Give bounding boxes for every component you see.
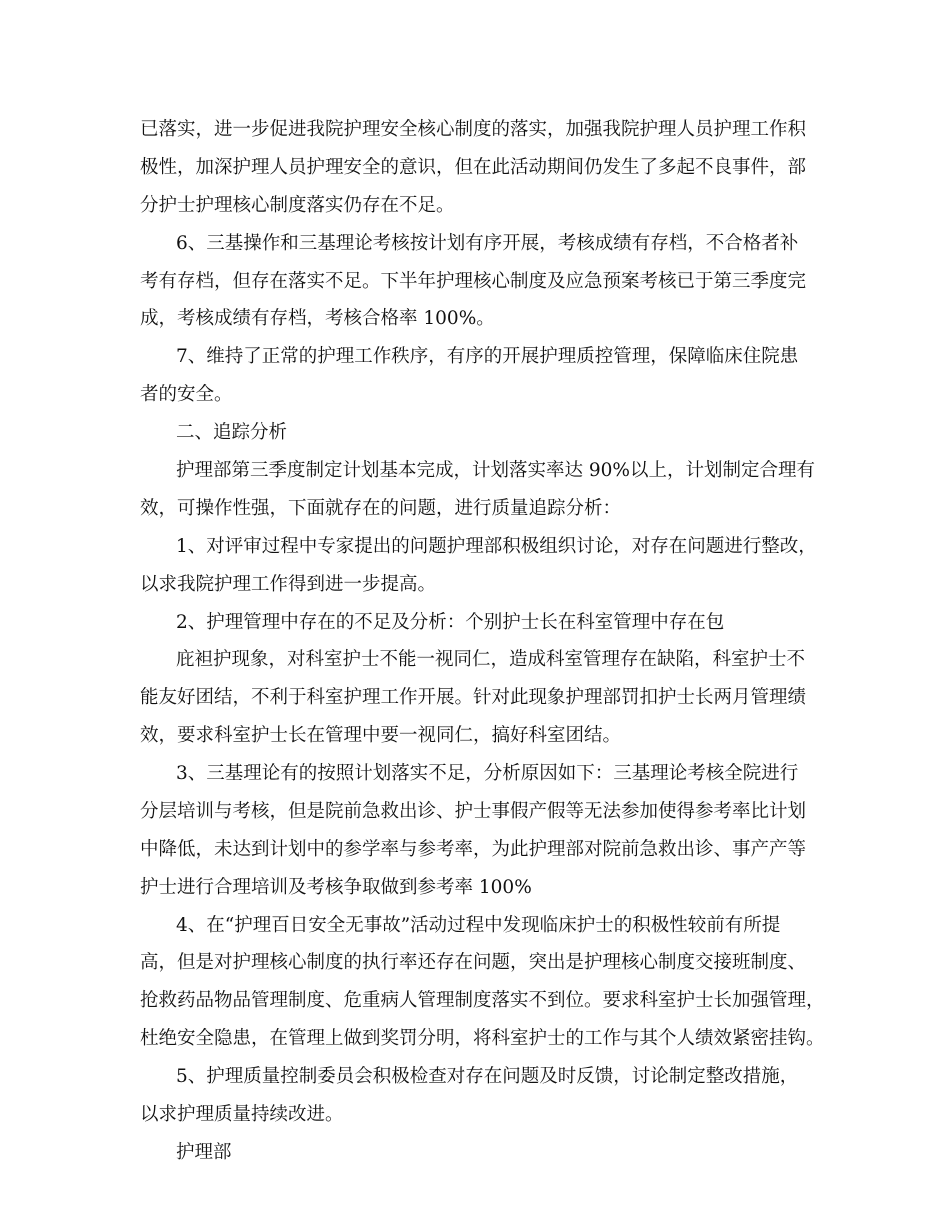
line-text: 5、护理质量控制委员会积极检查对存在问题及时反馈，讨论制定整改措施， <box>176 1066 799 1087</box>
text-line <box>0 755 950 792</box>
line-text: 7、维持了正常的护理工作秩序，有序的开展护理质控管理，保障临床住院患 <box>176 346 799 367</box>
signature-line <box>0 1134 950 1171</box>
line-text: 高，但是对护理核心制度的执行率还存在问题，突出是护理核心制度交接班制度、 <box>140 952 807 973</box>
text-line <box>0 376 950 413</box>
text-line <box>0 1096 950 1133</box>
line-text: 分护士护理核心制度落实仍存在不足。 <box>140 195 455 216</box>
text-line <box>0 679 950 716</box>
line-text: 极性，加深护理人员护理安全的意识，但在此活动期间仍发生了多起不良事件，部 <box>140 157 807 178</box>
line-text: 能友好团结，不利于科室护理工作开展。针对此现象护理部罚扣护士长两月管理绩 <box>140 687 807 708</box>
line-text: 庇袒护现象，对科室护士不能一视同仁，造成科室管理存在缺陷，科室护士不 <box>176 649 806 670</box>
line-text: 3、三基理论有的按照计划落实不足，分析原因如下：三基理论考核全院进行 <box>176 763 799 784</box>
text-line <box>0 490 950 527</box>
text-line <box>0 831 950 868</box>
text-line <box>0 1020 950 1057</box>
text-line <box>0 528 950 565</box>
line-text: 中降低，未达到计划中的参学率与参考率，为此护理部对院前急救出诊、事产产等 <box>140 839 807 860</box>
text-line <box>0 869 950 906</box>
text-line <box>0 225 950 262</box>
line-text: 分层培训与考核，但是院前急救出诊、护士事假产假等无法参加使得参考率比计划 <box>140 801 807 822</box>
line-text: 以求我院护理工作得到进一步提高。 <box>140 574 437 595</box>
text-line <box>0 717 950 754</box>
line-text: 效，可操作性强，下面就存在的问题，进行质量追踪分析： <box>140 498 622 519</box>
text-line <box>0 566 950 603</box>
text-line <box>0 641 950 678</box>
text-line <box>0 452 950 489</box>
signature-text: 护理部 <box>176 1142 232 1163</box>
text-line <box>0 111 950 148</box>
line-text: 考有存档，但存在落实不足。下半年护理核心制度及应急预案考核已于第三季度完 <box>140 271 807 292</box>
text-line <box>0 149 950 186</box>
text-line <box>0 907 950 944</box>
line-text: 以求护理质量持续改进。 <box>140 1104 344 1125</box>
line-text: 抢救药品物品管理制度、危重病人管理制度落实不到位。要求科室护士长加强管理， <box>140 990 825 1011</box>
line-text: 1、对评审过程中专家提出的问题护理部积极组织讨论，对存在问题进行整改， <box>176 536 817 557</box>
text-line <box>0 793 950 830</box>
text-line <box>0 604 950 641</box>
line-text: 成，考核成绩有存档，考核合格率 100%。 <box>140 308 495 329</box>
text-line <box>0 338 950 375</box>
line-text: 已落实，进一步促进我院护理安全核心制度的落实，加强我院护理人员护理工作积 <box>140 119 807 140</box>
line-text: 者的安全。 <box>140 384 233 405</box>
line-text: 2、护理管理中存在的不足及分析：个别护士长在科室管理中存在包 <box>176 612 725 633</box>
text-line <box>0 1058 950 1095</box>
text-line <box>0 263 950 300</box>
heading-text: 二、追踪分析 <box>176 422 288 443</box>
line-text: 杜绝安全隐患，在管理上做到奖罚分明，将科室护士的工作与其个人绩效紧密挂钩。 <box>140 1028 825 1049</box>
line-text: 护士进行合理培训及考核争取做到参考率 100% <box>140 877 532 898</box>
line-text: 6、三基操作和三基理论考核按计划有序开展，考核成绩有存档，不合格者补 <box>176 233 799 254</box>
text-line <box>0 944 950 981</box>
line-text: 4、在“护理百日安全无事故”活动过程中发现临床护士的积极性较前有所提 <box>176 915 781 936</box>
line-text: 护理部第三季度制定计划基本完成，计划落实率达 90%以上，计划制定合理有 <box>176 460 816 481</box>
text-line <box>0 300 950 337</box>
text-line <box>0 187 950 224</box>
line-text: 效，要求科室护士长在管理中要一视同仁，搞好科室团结。 <box>140 725 622 746</box>
section-heading <box>0 414 950 451</box>
text-line <box>0 982 950 1019</box>
